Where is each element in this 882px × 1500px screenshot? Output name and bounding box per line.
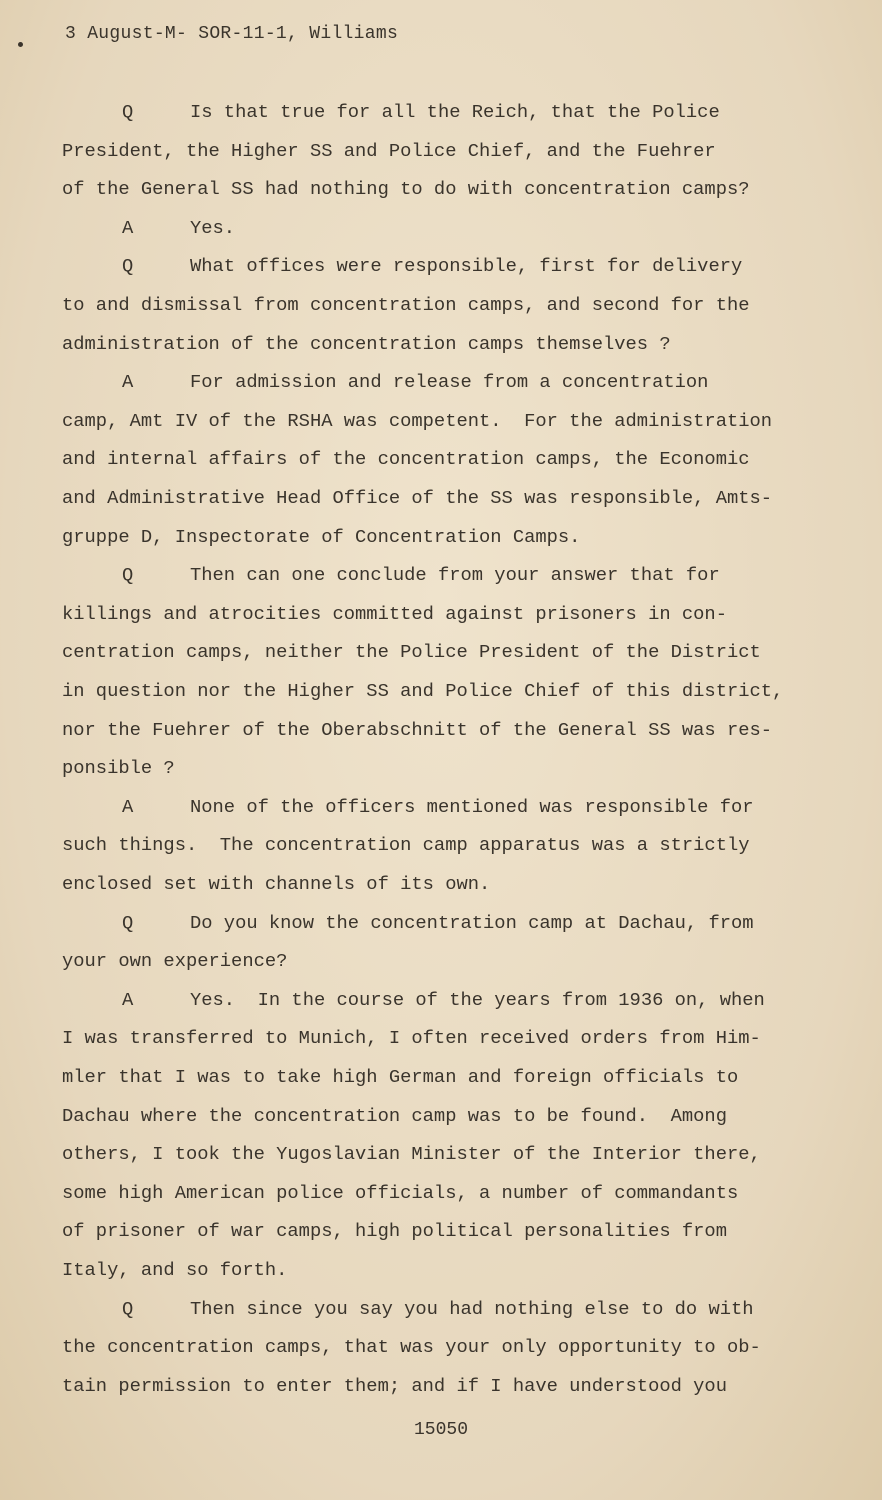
transcript-line: of the General SS had nothing to do with concentration camps? <box>62 178 750 201</box>
transcript-line: to and dismissal from concentration camps, and second for the <box>62 294 750 316</box>
line-text: For admission and release from a concentration <box>190 371 709 394</box>
transcript-line: such things. The concentration camp apparatus was a strictly <box>62 834 750 857</box>
transcript-line: enclosed set with channels of its own. <box>62 873 491 895</box>
transcript-line: administration of the concentration camps themselves ? <box>62 332 671 355</box>
transcript-line: killings and atrocities committed against prisoners in con- <box>62 602 727 625</box>
transcript-line: in question nor the Higher SS and Police Chief of this district, <box>62 680 784 702</box>
transcript-line: mler that I was to take high German and foreign officials to <box>62 1066 739 1088</box>
transcript-line: camp, Amt IV of the RSHA was competent. For the administration <box>62 409 773 432</box>
line-text: None of the officers mentioned was responsible for <box>190 795 754 818</box>
transcript-line: gruppe D, Inspectorate of Concentration Camps. <box>62 525 581 548</box>
transcript-line: tain permission to enter them; and if I have understood you <box>62 1374 727 1397</box>
line-text: Then since you say you had nothing else to do with <box>190 1297 754 1320</box>
transcript-line: nor the Fuehrer of the Oberabschnitt of the General SS was res- <box>62 718 773 741</box>
transcript-line: Dachau where the concentration camp was to be found. Among <box>62 1104 727 1127</box>
question-label: Q <box>122 255 134 278</box>
answer-label: A <box>122 216 134 239</box>
transcript-line: the concentration camps, that was your only opportunity to ob- <box>62 1336 761 1359</box>
transcript-line: and internal affairs of the concentration camps, the Economic <box>62 448 750 471</box>
question-label: Q <box>122 911 134 934</box>
transcript-line: of prisoner of war camps, high political personalities from <box>62 1220 727 1243</box>
transcript-line: centration camps, neither the Police President of the District <box>62 641 761 664</box>
line-text: What offices were responsible, first for delivery <box>190 255 743 278</box>
line-text: Then can one conclude from your answer that for <box>190 564 720 587</box>
line-text: Is that true for all the Reich, that the Police <box>190 101 720 123</box>
transcript-line: Italy, and so forth. <box>62 1259 288 1281</box>
question-label: Q <box>122 564 134 587</box>
transcript-line: some high American police officials, a number of commandants <box>62 1181 739 1204</box>
page-header: 3 August-M- SOR-11-1, Williams <box>65 24 399 44</box>
transcript-line: others, I took the Yugoslavian Minister of the Interior there, <box>62 1143 761 1166</box>
transcript-line: ponsible ? <box>62 757 175 780</box>
question-label: Q <box>122 1297 134 1320</box>
transcript-line: your own experience? <box>62 950 288 973</box>
transcript-line: I was transferred to Munich, I often received orders from Him- <box>62 1027 761 1050</box>
punch-mark <box>18 42 23 47</box>
transcript-line: President, the Higher SS and Police Chief, and the Fuehrer <box>62 139 716 162</box>
line-text: Yes. In the course of the years from 1936 on, when <box>190 988 765 1011</box>
page-number: 15050 <box>413 1420 468 1440</box>
question-label: Q <box>122 101 134 123</box>
answer-label: A <box>122 371 134 394</box>
transcript-line: and Administrative Head Office of the SS was responsible, Amts- <box>62 487 773 509</box>
answer-label: A <box>122 795 134 818</box>
line-text: Do you know the concentration camp at Dachau, from <box>190 911 754 934</box>
line-text: Yes. <box>190 216 236 239</box>
answer-label: A <box>122 988 134 1011</box>
